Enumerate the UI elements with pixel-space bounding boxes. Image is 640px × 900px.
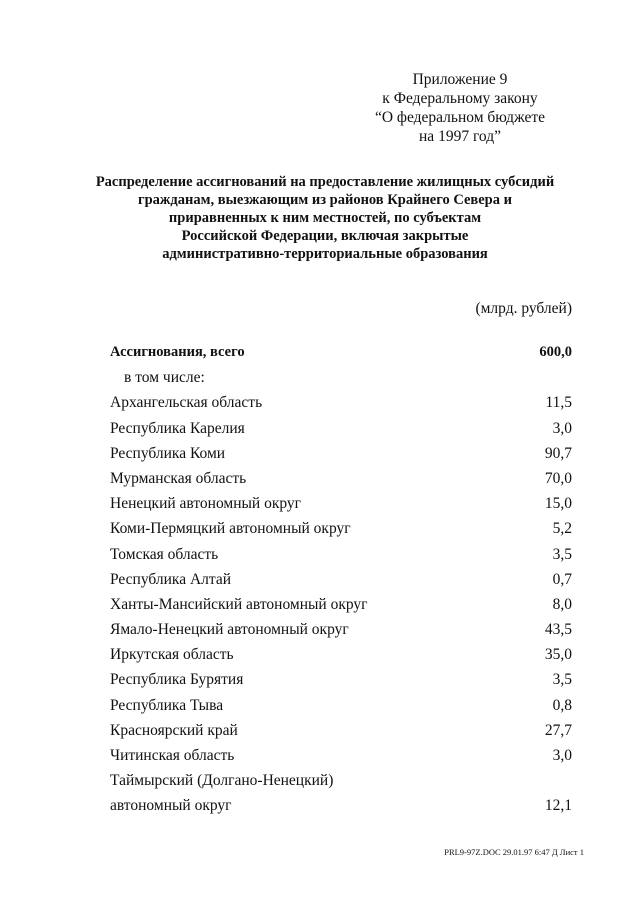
region-name: Ямало-Ненецкий автономный округ: [110, 621, 349, 639]
including-row: [110, 365, 572, 390]
units-label: (млрд. рублей): [475, 300, 572, 317]
region-value: 90,7: [544, 444, 572, 462]
region-value: 3,0: [552, 419, 572, 437]
table-row: [110, 466, 572, 491]
table-row: [110, 693, 572, 718]
region-name: Томская область: [110, 545, 219, 563]
table-row: [110, 617, 572, 642]
region-name: Республика Алтай: [110, 570, 232, 588]
region-value: 43,5: [544, 621, 572, 639]
region-value: 70,0: [544, 469, 572, 487]
annex-header: [330, 70, 590, 146]
region-name: Мурманская область: [110, 469, 247, 487]
region-name: Таймырский (Долгано-Ненецкий): [110, 772, 334, 790]
region-value: 0,7: [552, 570, 572, 588]
region-name: Республика Коми: [110, 444, 226, 462]
title-line: приравненных к ним местностей, по субъектам: [168, 210, 482, 226]
table-row: [110, 567, 572, 592]
table-row: [110, 516, 572, 541]
title-line: гражданам, выезжающим из районов Крайнего Севера и: [138, 192, 512, 208]
table-row: [110, 743, 572, 768]
allocation-table: [110, 340, 572, 819]
region-name: Иркутская область: [110, 646, 234, 664]
table-row: [110, 542, 572, 567]
region-value: 3,5: [552, 671, 572, 689]
annex-line: Приложение 9: [412, 71, 508, 88]
annex-line: к Федеральному закону: [382, 90, 538, 107]
region-value: 27,7: [544, 721, 572, 739]
region-name: Архангельская область: [110, 394, 263, 412]
total-row: [110, 340, 572, 365]
total-value: 600,0: [539, 344, 572, 360]
region-value: 0,8: [552, 696, 572, 714]
region-value: 15,0: [544, 495, 572, 513]
annex-line: на 1997 год”: [419, 128, 501, 145]
including-label: в том числе:: [124, 369, 205, 387]
title-line: административно-территориальные образования: [162, 246, 488, 262]
region-name: Ненецкий автономный округ: [110, 495, 302, 513]
annex-line: “О федеральном бюджете: [374, 109, 546, 126]
table-row: [110, 642, 572, 667]
region-value: 3,5: [552, 545, 572, 563]
total-label: Ассигнования, всего: [110, 344, 245, 360]
table-row: [110, 768, 572, 793]
region-name: Красноярский край: [110, 721, 238, 739]
file-footer: PRL9-97Z.DOC 29.01.97 6:47 Д Лист 1: [444, 847, 584, 857]
document-title: [60, 173, 590, 263]
region-value: 11,5: [545, 394, 572, 412]
table-row: [110, 592, 572, 617]
region-value: 5,2: [552, 520, 572, 538]
table-row: [110, 441, 572, 466]
region-name: Ханты-Мансийский автономный округ: [110, 595, 368, 613]
region-name: Республика Тыва: [110, 696, 224, 714]
region-name: автономный округ: [110, 797, 232, 815]
table-row: [110, 667, 572, 692]
region-value: 8,0: [552, 595, 572, 613]
region-value: 12,1: [544, 797, 572, 815]
title-line: Распределение ассигнований на предоставление жилищных субсидий: [95, 174, 555, 190]
region-value: 3,0: [552, 747, 572, 764]
table-row: [110, 390, 572, 415]
table-row: [110, 793, 572, 818]
region-name: Республика Бурятия: [110, 671, 244, 689]
table-row: [110, 718, 572, 743]
region-name: Читинская область: [110, 747, 235, 764]
title-line: Российской Федерации, включая закрытые: [181, 228, 469, 244]
table-row: [110, 491, 572, 516]
region-value: 35,0: [544, 646, 572, 664]
region-name: Коми-Пермяцкий автономный округ: [110, 520, 351, 538]
table-row: [110, 416, 572, 441]
region-name: Республика Карелия: [110, 419, 245, 437]
